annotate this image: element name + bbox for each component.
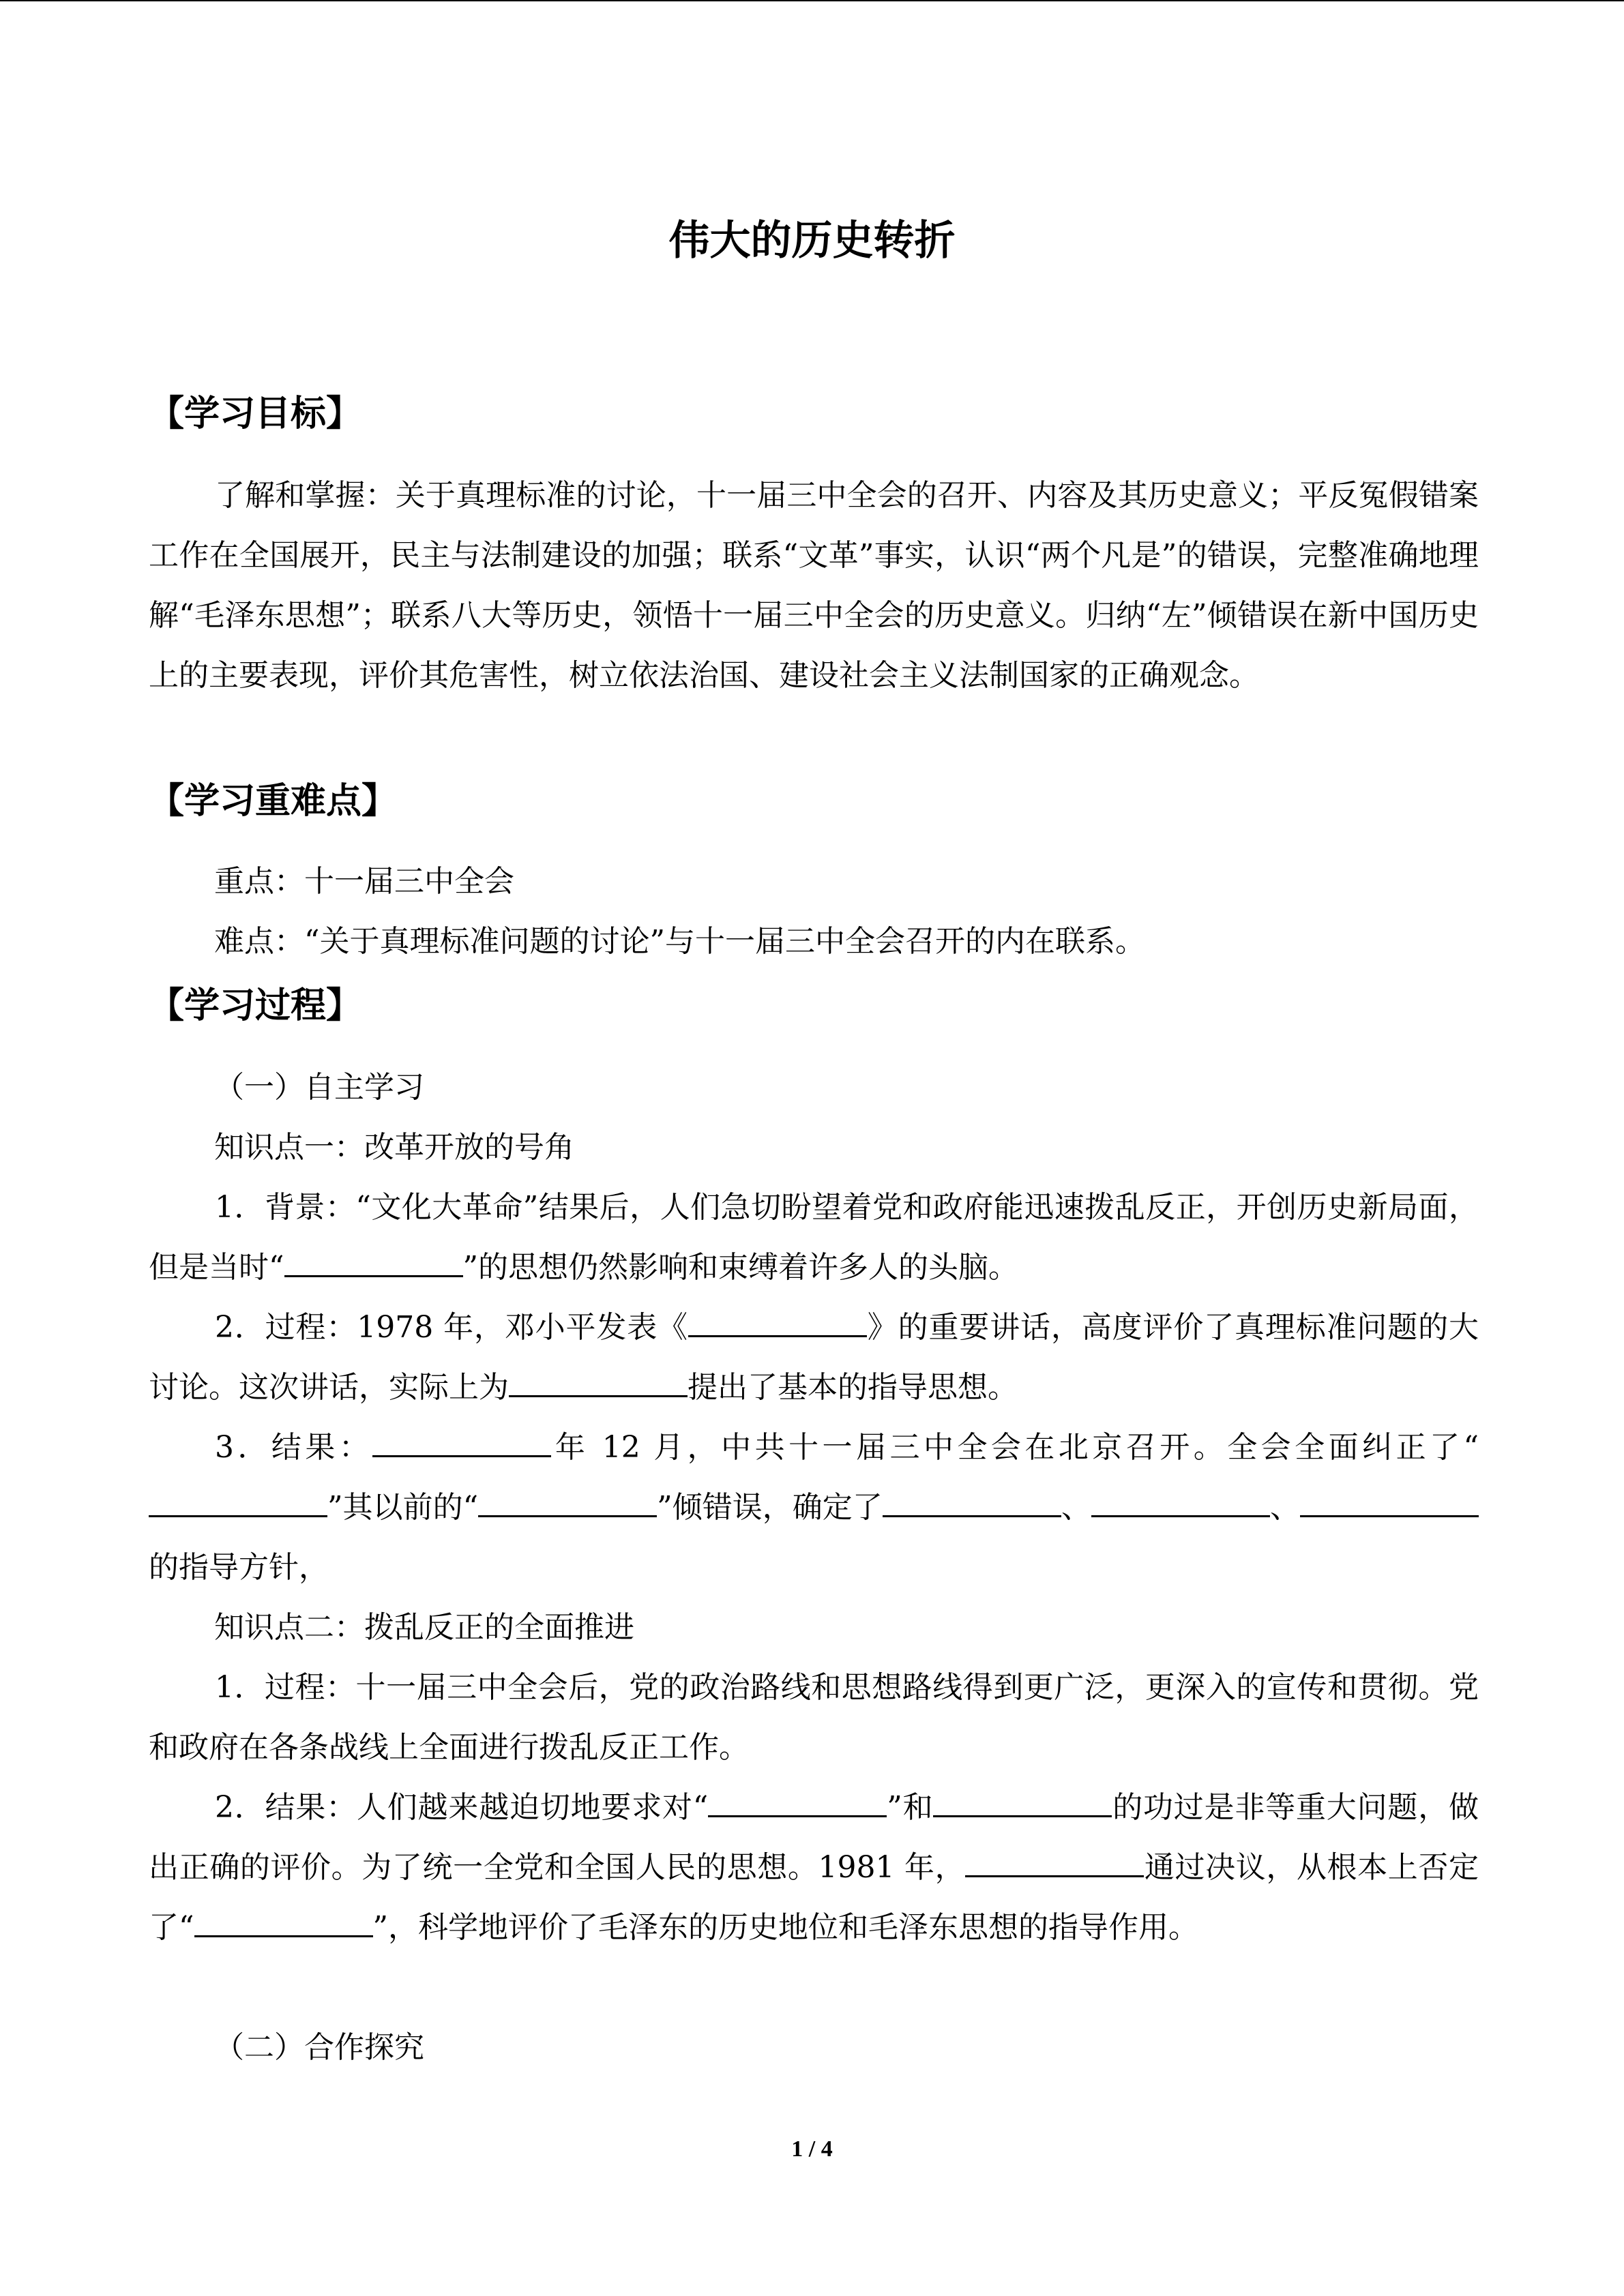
- fill-blank[interactable]: [708, 1788, 887, 1817]
- fill-blank[interactable]: [149, 1488, 327, 1517]
- knowledge-point-2-title: 知识点二：拨乱反正的全面推进: [214, 1610, 634, 1645]
- kp1-item3-text-f: 、: [1269, 1490, 1300, 1525]
- section-heading-goals: 【学习目标】: [149, 393, 362, 434]
- kp1-item3-text-d: ”倾错误，确定了: [657, 1490, 883, 1525]
- kp1-item-process: [149, 1298, 1479, 1418]
- fill-blank[interactable]: [284, 1248, 463, 1277]
- kp1-item3-text-g: 的指导方针，: [149, 1550, 329, 1585]
- kp2-item-process: 1．过程：十一届三中全会后，党的政治路线和思想路线得到更广泛，更深入的宣传和贯彻。党和政府在各条战线上全面进行拨乱反正工作。: [149, 1670, 1479, 1765]
- fill-blank[interactable]: [1091, 1488, 1270, 1517]
- kp1-item3-text-e: 、: [1061, 1490, 1091, 1525]
- key-point-focus: 重点：十一届三中全会: [214, 864, 514, 899]
- fill-blank[interactable]: [194, 1908, 373, 1937]
- key-point-difficulty: 难点：“关于真理标准问题的讨论”与十一届三中全会召开的内在联系。: [214, 924, 1145, 959]
- page-title: 伟大的历史转折: [668, 217, 956, 265]
- kp2-item2-text-b: ”和: [887, 1790, 934, 1825]
- fill-blank[interactable]: [509, 1368, 688, 1397]
- knowledge-point-1-title: 知识点一：改革开放的号角: [214, 1130, 574, 1165]
- kp1-item3-text-a: 3．结果：: [215, 1430, 373, 1465]
- section-heading-key-points: 【学习重难点】: [149, 781, 398, 822]
- fill-blank[interactable]: [372, 1428, 551, 1457]
- kp1-item3-text-c: ”其以前的“: [327, 1490, 479, 1525]
- kp2-item2-text-a: 2．结果：人们越来越迫切地要求对“: [215, 1790, 709, 1825]
- kp2-item2-text-d: 通过决议，从根本上否定了“: [149, 1850, 1479, 1945]
- fill-blank[interactable]: [1300, 1488, 1479, 1517]
- kp2-item-result: [149, 1778, 1479, 1958]
- kp1-item3-text-b: 年 12 月，中共十一届三中全会在北京召开。全会全面纠正了“: [551, 1430, 1479, 1465]
- kp2-item2-text-e: ”，科学地评价了毛泽东的历史地位和毛泽东思想的指导作用。: [372, 1910, 1198, 1945]
- kp1-item2-text-a: 2．过程：1978 年，邓小平发表《: [215, 1310, 688, 1345]
- fill-blank[interactable]: [933, 1788, 1112, 1817]
- goals-paragraph: 了解和掌握：关于真理标准的讨论，十一届三中全会的召开、内容及其历史意义；平反冤假错案工作在全国展开，民主与法制建设的加强；联系“文革”事实，认识“两个凡是”的错误，完整准确地理解“毛泽东思想”；联系八大等历史，领悟十一届三中全会的历史意义。归纳“左”倾错误在新中国历史上的主要表现，评价其危害性，树立依法治国、建设社会主义法制国家的正确观念。: [149, 478, 1479, 693]
- fill-blank[interactable]: [965, 1848, 1144, 1877]
- self-study-label: （一）自主学习: [214, 1070, 424, 1105]
- kp1-item1-text-a: 1．背景：“文化大革命”结果后，人们急切盼望着党和政府能迅速拨乱反正，开创历史新局面，但是当时“: [149, 1190, 1479, 1285]
- page-number: 1 / 4: [791, 2136, 833, 2162]
- fill-blank[interactable]: [883, 1488, 1061, 1517]
- kp1-item2-text-b: 》的重要讲话，高度评价了真理标准问题的大讨论。这次讲话，实际上为: [149, 1310, 1479, 1405]
- kp2-item2-text-c: 的功过是非等重大问题，做出正确的评价。为了统一全党和全国人民的思想。1981 年，: [149, 1790, 1479, 1885]
- kp1-item-result: [149, 1418, 1479, 1598]
- fill-blank[interactable]: [478, 1488, 657, 1517]
- kp1-item-background: [149, 1178, 1479, 1298]
- kp1-item2-text-c: 提出了基本的指导思想。: [688, 1370, 1018, 1405]
- kp1-item1-text-b: ”的思想仍然影响和束缚着许多人的头脑。: [462, 1250, 1018, 1285]
- section-heading-process: 【学习过程】: [149, 985, 362, 1026]
- fill-blank[interactable]: [688, 1308, 867, 1337]
- cooperative-inquiry-label: （二）合作探究: [214, 2030, 424, 2065]
